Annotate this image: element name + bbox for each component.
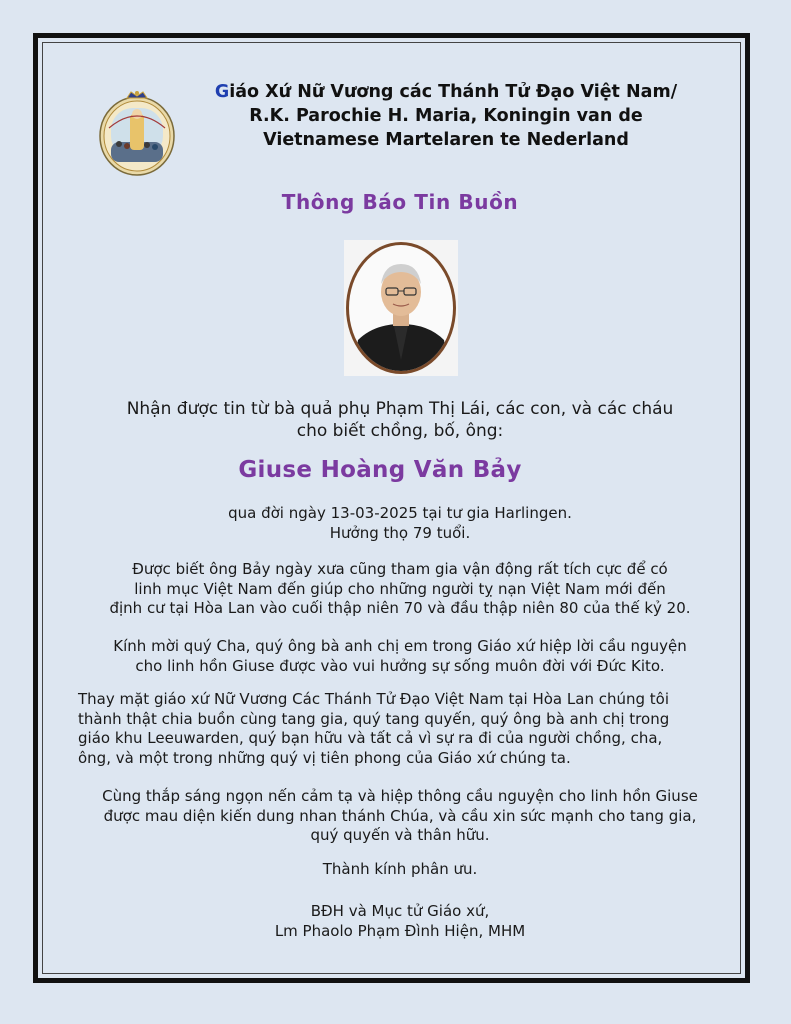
portrait-photo: [344, 240, 458, 376]
paragraph-background: [60, 560, 740, 619]
parish-line-1: [186, 80, 706, 104]
parish-line-1-rest: iáo Xứ Nữ Vương các Thánh Tử Đạo Việt Nam/: [229, 82, 678, 102]
intro-text: [60, 398, 740, 442]
paragraph-line: thành thật chia buồn cùng tang gia, quý tang quyến, quý ông bà anh chị trong: [78, 709, 670, 728]
closing-line: Thành kính phân ưu.: [322, 860, 478, 878]
paragraph-line: Kính mời quý Cha, quý ông bà anh chị em trong Giáo xứ hiệp lời cầu nguyện: [113, 637, 687, 655]
parish-initial: G: [214, 82, 230, 102]
paragraph-candle-prayer: [60, 787, 740, 846]
paragraph-line: Cùng thắp sáng ngọn nến cảm tạ và hiệp thông cầu nguyện cho linh hồn Giuse: [102, 787, 698, 805]
paragraph-line: Thay mặt giáo xứ Nữ Vương Các Thánh Tử Đạo Việt Nam tại Hòa Lan chúng tôi: [78, 690, 669, 708]
parish-line-2: R.K. Parochie H. Maria, Koningin van de: [249, 106, 643, 126]
deceased-name: Giuse Hoàng Văn Bảy: [238, 457, 522, 483]
paragraph-prayer-invitation: [60, 637, 740, 676]
paragraph-condolences: [78, 690, 718, 768]
paragraph-line: linh mục Việt Nam đến giúp cho những người tỵ nạn Việt Nam mới đến: [134, 579, 666, 598]
parish-name: [186, 80, 706, 152]
signature-block: [60, 902, 740, 941]
death-info-line-2: Hưởng thọ 79 tuổi.: [329, 523, 471, 542]
parish-line-3: Vietnamese Martelaren te Nederland: [263, 130, 629, 150]
paragraph-line: định cư tại Hòa Lan vào cuối thập niên 70 và đầu thập niên 80 của thế kỷ 20.: [109, 599, 691, 617]
paragraph-line: quý quyến và thân hữu.: [310, 826, 490, 844]
signature-line-2: Lm Phaolo Phạm Đình Hiện, MHM: [274, 921, 526, 940]
paragraph-line: Được biết ông Bảy ngày xưa cũng tham gia vận động rất tích cực để có: [132, 560, 668, 578]
paragraph-line: cho linh hồn Giuse được vào vui hưởng sự sống muôn đời với Đức Kito.: [135, 656, 665, 675]
signature-line-1: BĐH và Mục tử Giáo xứ,: [310, 902, 490, 920]
death-info-line-1: qua đời ngày 13-03-2025 tại tư gia Harlingen.: [228, 504, 572, 522]
announcement-title: Thông Báo Tin Buồn: [281, 190, 519, 214]
death-info: [60, 504, 740, 543]
paragraph-line: được mau diện kiến dung nhan thánh Chúa, và cầu xin sức mạnh cho tang gia,: [103, 806, 697, 825]
paragraph-line: giáo khu Leeuwarden, quý bạn hữu và tất cả vì sự ra đi của người chồng, cha,: [78, 729, 663, 747]
paragraph-line: ông, và một trong những quý vị tiên phong của Giáo xứ chúng ta.: [78, 748, 571, 767]
parish-logo: [97, 84, 177, 178]
intro-line-2: cho biết chồng, bố, ông:: [296, 421, 504, 441]
intro-line-1: Nhận được tin từ bà quả phụ Phạm Thị Lái, các con, và các cháu: [126, 399, 674, 419]
